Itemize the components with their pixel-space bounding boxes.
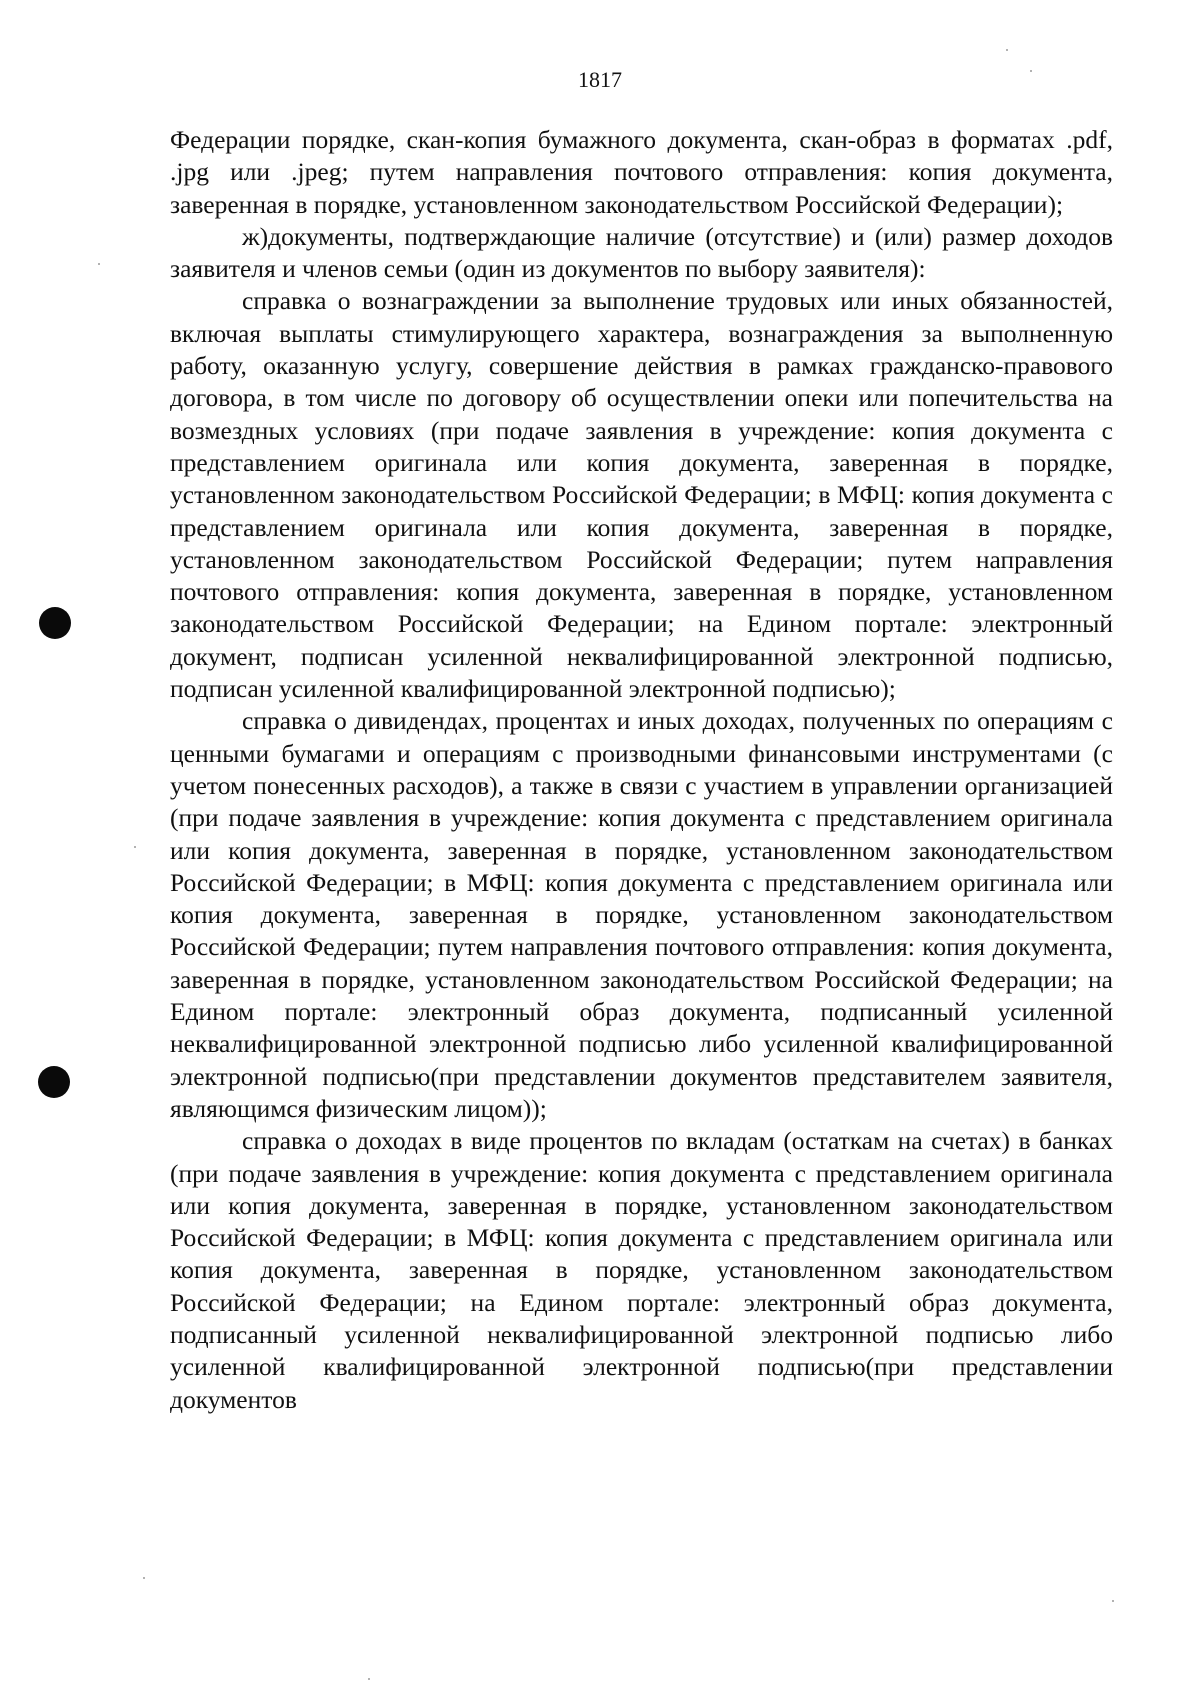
page-number: 1817: [578, 67, 622, 92]
paragraph-dividends-certificate: справка о дивидендах, процентах и иных доходах, полученных по операциям с ценными бумагами и операциям с производными финансовыми инструментами (с учетом понесенных расходов), а также в связи с участием в управлении организацией (при подаче заявления в учреждение: копия документа с представлением оригинала или копия документа, заверенная в порядке, установленном законодательством Российской Федерации; в МФЦ: копия документа с представлением оригинала или копия документа, заверенная в порядке, установленном законодательством Российской Федерации; путем направления почтового отправления: копия документа, заверенная в порядке, установленном законодательством Российской Федерации; на Едином портале: электронный образ документа, подписанный усиленной неквалифицированной электронной подписью либо усиленной квалифицированной электронной подписью(при представлении документов представителем заявителя, являющимся физическим лицом));: [170, 706, 1113, 1123]
paragraph-item-zh: ж)документы, подтверждающие наличие (отсутствие) и (или) размер доходов заявителя и членов семьи (один из документов по выбору заявителя):: [170, 221, 1113, 284]
paragraph-continuation: Федерации порядке, скан-копия бумажного документа, скан-образ в форматах .pdf, .jpg или .jpeg; путем направления почтового отправления: копия документа, заверенная в порядке, установленном законодательством Российской Федерации);: [170, 125, 1113, 219]
scan-speck: [98, 263, 100, 265]
scan-speck: [368, 1678, 370, 1680]
document-body: [170, 124, 1113, 1416]
scan-speck: [1006, 49, 1008, 51]
paragraph-deposit-interest-certificate: справка о доходах в виде процентов по вкладам (остаткам на счетах) в банках (при подаче заявления в учреждение: копия документа с представлением оригинала или копия документа, заверенная в порядке, установленном законодательством Российской Федерации; в МФЦ: копия документа с представлением оригинала или копия документа, заверенная в порядке, установленном законодательством Российской Федерации; на Едином портале: электронный образ документа, подписанный усиленной неквалифицированной электронной подписью либо усиленной квалифицированной электронной подписью(при представлении документов: [170, 1126, 1113, 1414]
scan-speck: [1112, 1600, 1114, 1602]
scan-speck: [134, 846, 136, 848]
scan-speck: [143, 1577, 145, 1579]
punch-hole: [39, 607, 71, 639]
paragraph-remuneration-certificate: справка о вознаграждении за выполнение трудовых или иных обязанностей, включая выплаты стимулирующего характера, вознаграждения за выполненную работу, оказанную услугу, совершение действия в рамках гражданско-правового договора, в том числе по договору об осуществлении опеки или попечительства на возмездных условиях (при подаче заявления в учреждение: копия документа с представлением оригинала или копия документа, заверенная в порядке, установленном законодательством Российской Федерации; в МФЦ: копия документа с представлением оригинала или копия документа, заверенная в порядке, установленном законодательством Российской Федерации; путем направления почтового отправления: копия документа, заверенная в порядке, установленном законодательством Российской Федерации; на Едином портале: электронный документ, подписан усиленной неквалифицированной электронной подписью, подписан усиленной квалифицированной электронной подписью);: [170, 286, 1113, 704]
scan-speck: [1030, 70, 1032, 72]
punch-hole: [38, 1066, 70, 1098]
